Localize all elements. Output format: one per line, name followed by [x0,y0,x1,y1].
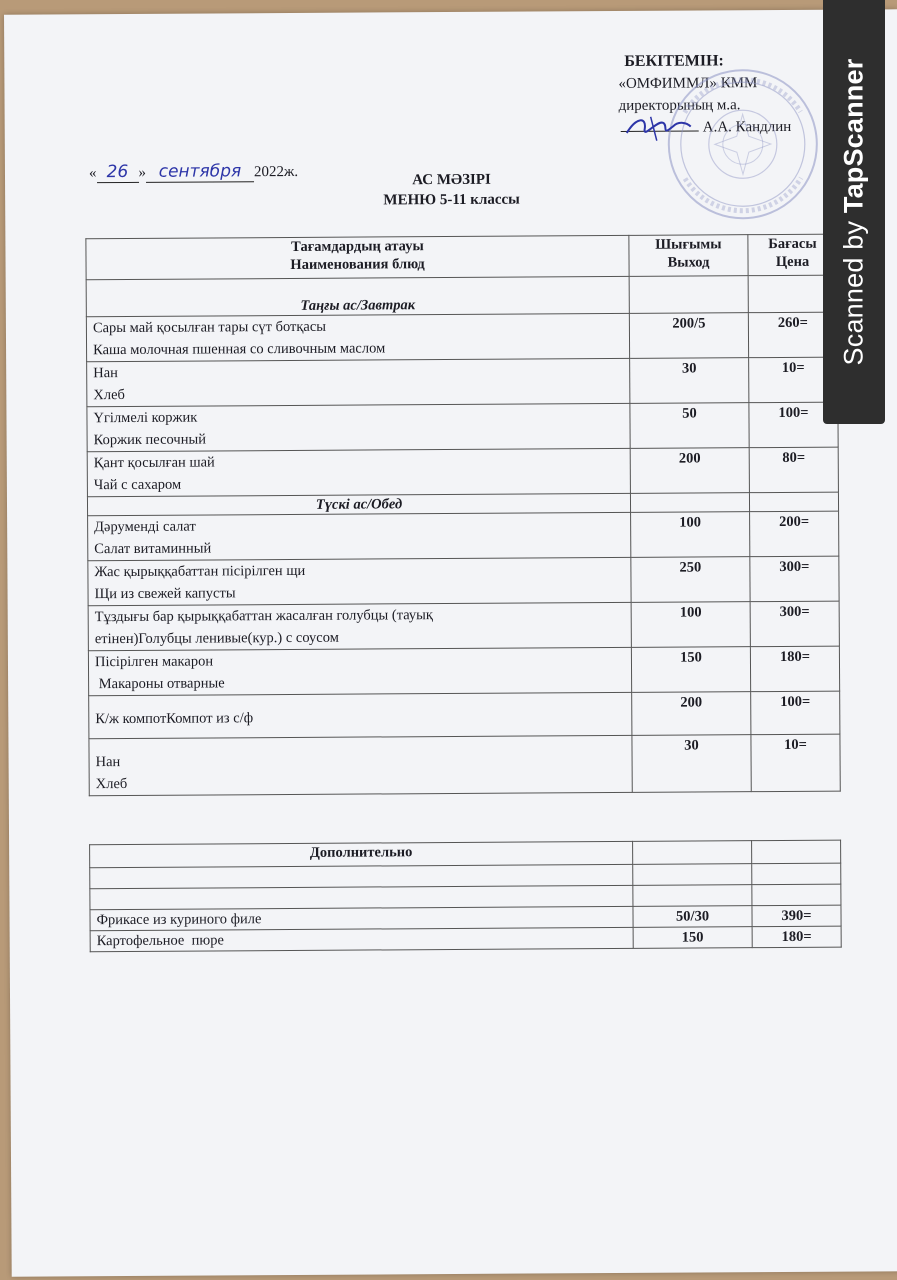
dish-price: 10= [751,734,840,792]
dish-name-ru: Макароны отварные [95,675,225,693]
header-price-ru: Цена [775,253,810,271]
dish-name-ru: етінен)Голубцы ленивые(кур.) с соусом [94,629,339,648]
dish-price: 10= [749,357,838,403]
table-row [89,734,840,796]
dish-yield: 150 [631,647,750,693]
date-month: сентября [158,161,242,182]
dish-price: 300= [750,556,839,602]
dish-name-kz: Нан [95,754,121,771]
dish-name-ru: Салат витаминный [94,540,212,558]
table-row [86,312,837,362]
dish-name-ru: Чай с сахаром [93,476,182,494]
dish-name-kz: К/ж компотКомпот из с/ф [95,710,254,728]
dish-name-ru: Коржик песочный [93,431,206,449]
dish-name-kz: Нан [93,365,118,382]
dish-price: 80= [749,447,838,493]
approval-name: А.А. Кандлин [702,118,792,136]
dish-name-kz: Тұздығы бар қырыққабаттан жасалған голубцы (тауық [94,607,433,626]
date-close-quote: » [138,164,147,181]
dish-yield: 100 [631,512,750,558]
dish-yield: 30 [630,358,749,404]
dish-yield: 200 [632,692,751,736]
table-row [88,646,839,696]
extra-table [89,840,842,953]
dish-name-ru: Каша молочная пшенная со сливочным маслом [93,340,386,359]
table-header-row [86,234,837,280]
date-open-quote: « [88,165,97,182]
dish-name-kz: Үгілмелі коржик [93,409,198,427]
watermark-prefix: Scanned by [838,213,869,366]
dish-name-ru: Хлеб [93,386,125,404]
lunch-title: Түскі ас/Обед [87,493,630,515]
dish-yield: 30 [632,735,751,793]
extra-dish-price: 390= [752,905,841,927]
dish-name-kz: Қант қосылған шай [93,454,215,472]
menu-title-kz: АС МӘЗІРІ [412,171,491,189]
dish-name-kz: Пісірілген макарон [94,653,214,671]
dish-name-kz: Дәруменді салат [94,518,196,536]
dish-price: 100= [751,691,840,735]
dish-price: 200= [750,511,839,557]
approval-position: директорының м.а. [618,97,741,114]
table-row [87,357,838,407]
dish-yield: 250 [631,557,750,603]
scanner-watermark [823,0,885,424]
extra-dish-yield: 150 [633,927,752,949]
breakfast-title: Таңғы ас/Завтрак [86,276,629,316]
table-row [88,556,839,606]
date-day: 26 [106,161,129,183]
dish-yield: 200 [630,448,749,494]
dish-yield: 50 [630,403,749,449]
dish-yield: 100 [631,602,750,648]
extra-dish-price: 180= [752,926,841,948]
dish-name-kz: Жас қырыққабаттан пісірілген щи [94,562,306,581]
table-row [89,691,840,739]
approval-title: БЕКІТЕМІН: [624,52,724,70]
date-year: 2022ж. [253,163,299,181]
dish-price: 100= [749,402,838,448]
watermark-brand: TapScanner [838,58,869,214]
dish-price: 180= [750,646,839,692]
dish-yield: 200/5 [629,313,748,359]
table-row [87,447,838,497]
dish-name-kz: Сары май қосылған тары сүт ботқасы [92,318,327,337]
extra-dish-yield: 50/30 [633,906,752,928]
dish-name-ru: Хлеб [95,775,128,793]
header-name-ru: Наименования блюд [290,256,425,273]
dish-price: 260= [748,312,837,358]
table-row [90,926,841,952]
approval-org: «ОМФИММЛ» КММ [618,75,758,92]
table-row [88,511,839,561]
extra-title: Дополнительно [90,841,633,867]
header-yield-ru: Выход [667,254,710,271]
menu-table [85,234,840,797]
dish-name-ru: Щи из свежей капусты [94,585,236,603]
dish-price: 300= [750,601,839,647]
signature [617,112,697,142]
header-yield-kz: Шығымы [655,236,722,253]
breakfast-section-row [86,275,837,317]
table-row [87,402,838,452]
table-row [88,601,839,651]
header-price-kz: Бағасы [768,235,817,253]
header-name-kz: Тағамдардың атауы [291,238,424,255]
extra-dish-name: Фрикасе из куриного филе [90,906,633,930]
document-page [4,9,897,1276]
extra-dish-name: Картофельное пюре [90,927,633,951]
menu-title-ru: МЕНЮ 5-11 классы [383,191,520,209]
